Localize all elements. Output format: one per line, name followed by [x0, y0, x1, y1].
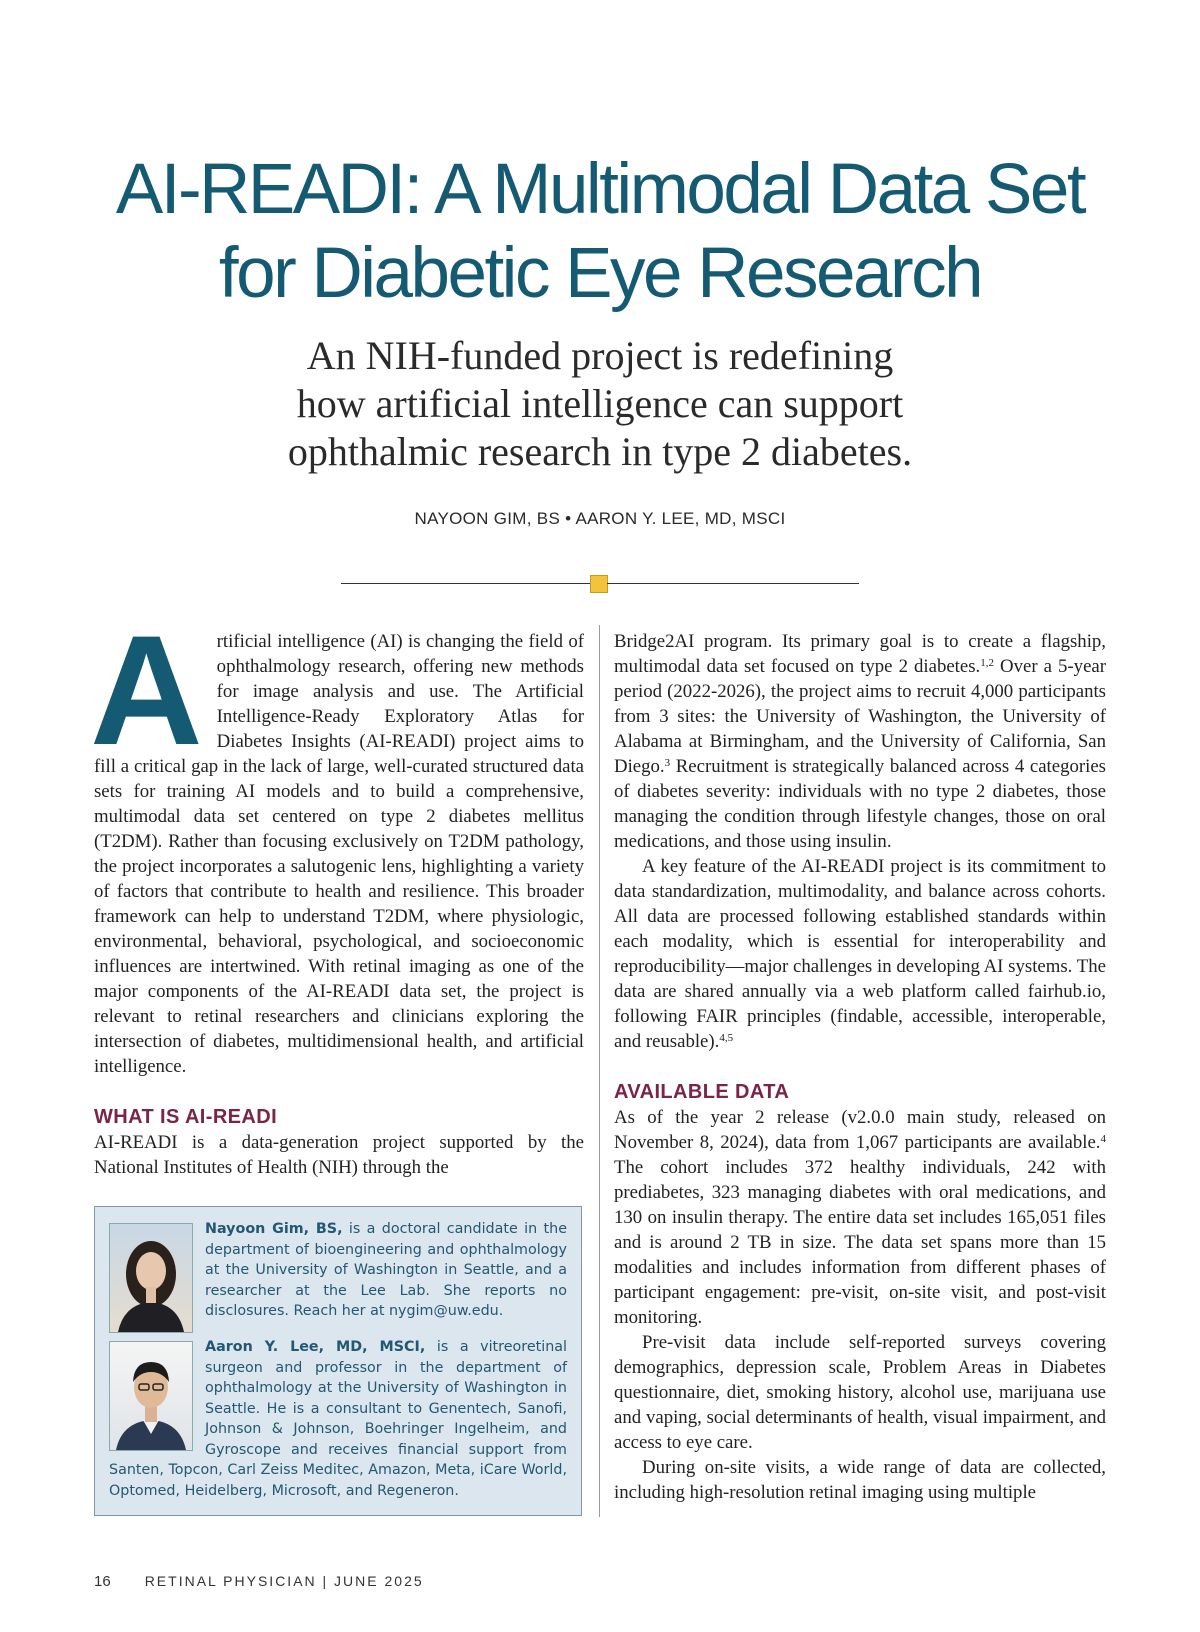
reference-superscript: 4,5: [719, 1032, 734, 1044]
title-line-1: AI-READI: A Multimodal Data Set: [115, 150, 1085, 229]
bio-text-lee: is a vitreoretinal surgeon and professor in the department of ophthalmology at the University of Washington in Seattle. He is a consultant to Genentech, Sanofi, Johnson & Johnson, Boehringer Ingelheim, and Gyroscope and receives financial support from Santen, Topcon, Carl Zeiss Meditec, Amazon, Meta, iCare World, Optomed, Heidelberg, Microsoft, and Regeneron.: [109, 1339, 567, 1499]
ornament-rule-left: [341, 583, 590, 584]
reference-superscript: 1,2: [980, 657, 994, 669]
on-site-paragraph: During on-site visits, a wide range of data are collected, including high-resolution retinal imaging using multiple: [614, 1457, 1106, 1503]
author-bio-box: [94, 1206, 582, 1516]
key-feature-paragraph: A key feature of the AI-READI project is its commitment to data standardization, multimodality, and balance across cohorts. All data are processed following established standards within each modality, which is essential for interoperability and reproducibility—major challenges in developing AI systems. The data are shared annually via a web platform called fairhub.io, following FAIR principles (findable, accessible, interoperable, and reusable).$^{4,5}$: [614, 856, 1106, 1052]
pre-visit-paragraph: Pre-visit data include self-reported surveys covering demographics, depression scale, Problem Areas in Diabetes questionnaire, diet, smoking history, alcohol use, marijuana use and vaping, social determinants of health, visual impairment, and access to eye care.: [614, 1332, 1106, 1453]
left-column: [90, 604, 584, 1180]
author-photo-gim: [109, 1223, 193, 1333]
bio-name-lee: Aaron Y. Lee, MD, MSCI,: [205, 1339, 426, 1355]
bio-gim: [109, 1219, 567, 1322]
ornament-rule-right: [607, 583, 859, 584]
what-is-paragraph: AI-READI is a data-generation project supported by the National Institutes of Health (NIH) through the: [94, 1132, 584, 1178]
bio-lee: [109, 1337, 567, 1501]
right-column: [614, 629, 1106, 1505]
intro-paragraph: [90, 604, 584, 1079]
publication-name: RETINAL PHYSICIAN | JUNE 2025: [144, 1573, 424, 1589]
drop-cap: A: [90, 604, 203, 778]
author-photo-lee: [109, 1341, 193, 1451]
bridge2ai-paragraph: Bridge2AI program. Its primary goal is to create a flagship, multimodal data set focused on type 2 diabetes.$^{1,2}$ Over a 5-year period (2022-2026), the project aims to recruit 4,000 participants from 3 sites: the University of Washington, the University of Alabama at Birmingham, and the University of California, San Diego.$^3$ Recruitment is strategically balanced across 4 categories of diabetes severity: individuals with no type 2 diabetes, those managing the condition through lifestyle changes, those on oral medications, and those using insulin.: [614, 631, 1106, 852]
page-footer: [94, 1573, 424, 1590]
portrait-icon: [110, 1342, 192, 1450]
author-byline: NAYOON GIM, BS • AARON Y. LEE, MD, MSCI: [414, 509, 786, 528]
ornament-square-icon: [590, 575, 608, 593]
title-line-2: for Diabetic Eye Research: [218, 234, 982, 313]
portrait-icon: [110, 1224, 192, 1332]
reference-superscript: 3: [664, 757, 671, 769]
bio-text-gim: is a doctoral candidate in the department of bioengineering and ophthalmology at the University of Washington in Seattle, and a researcher at the Lee Lab. She reports no disclosures. Reach her at nygim@uw.edu.: [205, 1221, 568, 1319]
subtitle-line-1: An NIH-funded project is redefining: [306, 333, 894, 378]
reference-superscript: 4: [1100, 1133, 1106, 1145]
release-paragraph: As of the year 2 release (v2.0.0 main study, released on November 8, 2024), data from 1,067 participants are available.$^4$ The cohort includes 372 healthy individuals, 242 with prediabetes, 323 managing diabetes with oral medications, and 130 on insulin therapy. The entire data set includes 165,051 files and is around 2 TB in size. The data set spans more than 15 modalities and includes information from different phases of participant engagement: pre-visit, on-site visit, and post-visit monitoring.: [614, 1107, 1106, 1328]
page-number: 16: [94, 1573, 111, 1590]
bio-name-gim: Nayoon Gim, BS,: [205, 1221, 343, 1237]
intro-text: rtificial intelligence (AI) is changing the field of ophthalmology research, offering new methods for image analysis and use. The Artificial Intelligence-Ready Exploratory Atlas for Diabetes Insights (AI-READI) project aims to fill a critical gap in the lack of large, well-curated structured data sets for training AI models and to build a comprehensive, multimodal data set centered on type 2 diabetes mellitus (T2DM). Rather than focusing exclusively on T2DM pathology, the project incorporates a salutogenic lens, highlighting a variety of factors that contribute to health and resilience. This broader framework can help to understand T2DM, where physiologic, environmental, behavioral, psychological, and socioeconomic influences are intertwined. With retinal imaging as one of the major components of the AI-READI data set, the project is relevant to retinal researchers and clinicians exploring the intersection of diabetes, multidimensional health, and artificial intelligence.: [94, 631, 584, 1077]
article-title: [0, 148, 1200, 316]
subtitle-line-2: how artificial intelligence can support: [296, 381, 904, 426]
section-heading-what-is: WHAT IS AI-READI: [94, 1106, 278, 1128]
article-subtitle: [0, 332, 1200, 476]
subtitle-line-3: ophthalmic research in type 2 diabetes.: [287, 429, 913, 474]
column-divider: [599, 625, 600, 1517]
section-heading-available-data: AVAILABLE DATA: [614, 1081, 790, 1103]
